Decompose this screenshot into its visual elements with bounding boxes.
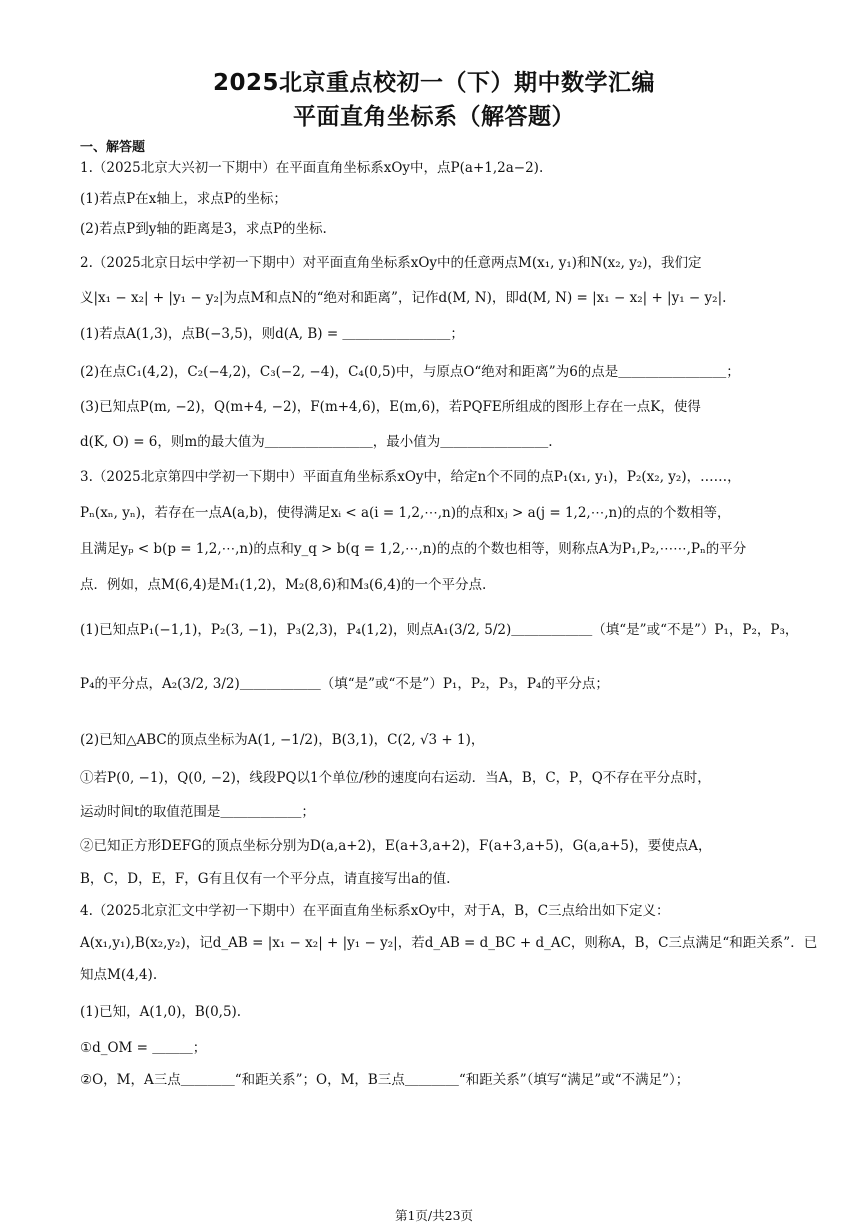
problem-3-part-2-q1: ①若P(0, −1)，Q(0, −2)，线段PQ以1个单位/秒的速度向右运动．当A，B，C，P，Q不存在平分点时， — [80, 770, 711, 786]
problem-3-part-2: (2)已知△ABC的顶点坐标为A(1, −1/2)，B(3,1)，C(2, √3 + 1)， — [80, 732, 485, 748]
problem-2-part-3: (3)已知点P(m, −2)，Q(m+4, −2)，F(m+4,6)，E(m,6)，若PQFE所组成的图形上存在一点K，使得 — [80, 399, 701, 415]
problem-4-part-1-q1: ①d_OM = ＿＿＿； — [80, 1040, 207, 1056]
problem-2-stem: 2.（2025北京日坛中学初一下期中）对平面直角坐标系xOy中的任意两点M(x₁, y₁)和N(x₂, y₂)，我们定 — [80, 255, 702, 271]
problem-4-definition-cont: 知点M(4,4). — [80, 967, 158, 983]
problem-1-part-1: (1)若点P在x轴上，求点P的坐标； — [80, 191, 287, 207]
problem-4-stem: 4.（2025北京汇文中学初一下期中）在平面直角坐标系xOy中，对于A，B，C三点给出如下定义： — [80, 903, 670, 919]
document-subtitle: 平面直角坐标系（解答题） — [293, 104, 575, 130]
problem-1-part-2: (2)若点P到y轴的距离是3，求点P的坐标. — [80, 221, 327, 237]
problem-2-part-3-cont: d(K, O) = 6，则m的最大值为＿＿＿＿＿＿＿＿，最小值为＿＿＿＿＿＿＿＿. — [80, 434, 553, 450]
problem-3-stem: 3.（2025北京第四中学初一下期中）平面直角坐标系xOy中，给定n个不同的点P₁(x₁, y₁)，P₂(x₂, y₂)，……， — [80, 469, 741, 485]
problem-3-part-2-q2: ②已知正方形DEFG的顶点坐标分别为D(a,a+2)，E(a+3,a+2)，F(a+3,a+5)，G(a,a+5)，要使点A， — [80, 838, 712, 854]
problem-2-part-1: (1)若点A(1,3)，点B(−3,5)，则d(A, B) = ＿＿＿＿＿＿＿＿； — [80, 326, 464, 342]
problem-3-part-1-cont: P₄的平分点，A₂(3/2, 3/2)＿＿＿＿＿＿（填“是”或“不是”）P₁，P₂，P₃，P₄的平分点； — [80, 676, 609, 692]
document-title: 2025北京重点校初一（下）期中数学汇编 — [212, 70, 655, 96]
problem-4-part-1-q2: ②O，M，A三点＿＿＿＿“和距关系”；O，M，B三点＿＿＿＿“和距关系”（填写“满足”或“不满足”）； — [80, 1072, 690, 1088]
section-heading: 一、解答题 — [80, 140, 146, 155]
problem-4-part-1: (1)已知，A(1,0)，B(0,5). — [80, 1004, 242, 1020]
problem-3-example: 点．例如，点M(6,4)是M₁(1,2)，M₂(8,6)和M₃(6,4)的一个平分点. — [80, 577, 487, 593]
problem-3-part-2-q2-cont: B，C，D，E，F，G有且仅有一个平分点，请直接写出a的值. — [80, 871, 451, 887]
problem-4-definition: A(x₁,y₁),B(x₂,y₂)，记d_AB = |x₁ − x₂| + |y₁ − y₂|，若d_AB = d_BC + d_AC，则称A，B，C三点满足“和距关系”．已 — [80, 935, 818, 951]
problem-3-part-1: (1)已知点P₁(−1,1)，P₂(3, −1)，P₃(2,3)，P₄(1,2)，则点A₁(3/2, 5/2)＿＿＿＿＿＿（填“是”或“不是”）P₁，P₂，P₃， — [80, 622, 799, 638]
page-number: 第1页/共23页 — [394, 1208, 474, 1223]
problem-3-part-2-q1-cont: 运动时间t的取值范围是＿＿＿＿＿＿； — [80, 804, 315, 820]
problem-3-stem-2: Pₙ(xₙ, yₙ)，若存在一点A(a,b)，使得满足xᵢ < a(i = 1,2,⋯,n)的点和xⱼ > a(j = 1,2,⋯,n)的点的个数相等， — [80, 505, 731, 521]
problem-1-stem: 1.（2025北京大兴初一下期中）在平面直角坐标系xOy中，点P(a+1,2a−2). — [80, 160, 544, 176]
problem-2-part-2: (2)在点C₁(4,2)，C₂(−4,2)，C₃(−2, −4)，C₄(0,5)中，与原点O“绝对和距离”为6的点是＿＿＿＿＿＿＿＿； — [80, 364, 740, 380]
problem-3-stem-3: 且满足yₚ < b(p = 1,2,⋯,n)的点和y_q > b(q = 1,2,⋯,n)的点的个数也相等，则称点A为P₁,P₂,⋯⋯,Pₙ的平分 — [80, 541, 747, 557]
problem-2-definition: 义|x₁ − x₂| + |y₁ − y₂|为点M和点N的“绝对和距离”，记作d(M, N)，即d(M, N) = |x₁ − x₂| + |y₁ − y₂|. — [80, 290, 727, 306]
